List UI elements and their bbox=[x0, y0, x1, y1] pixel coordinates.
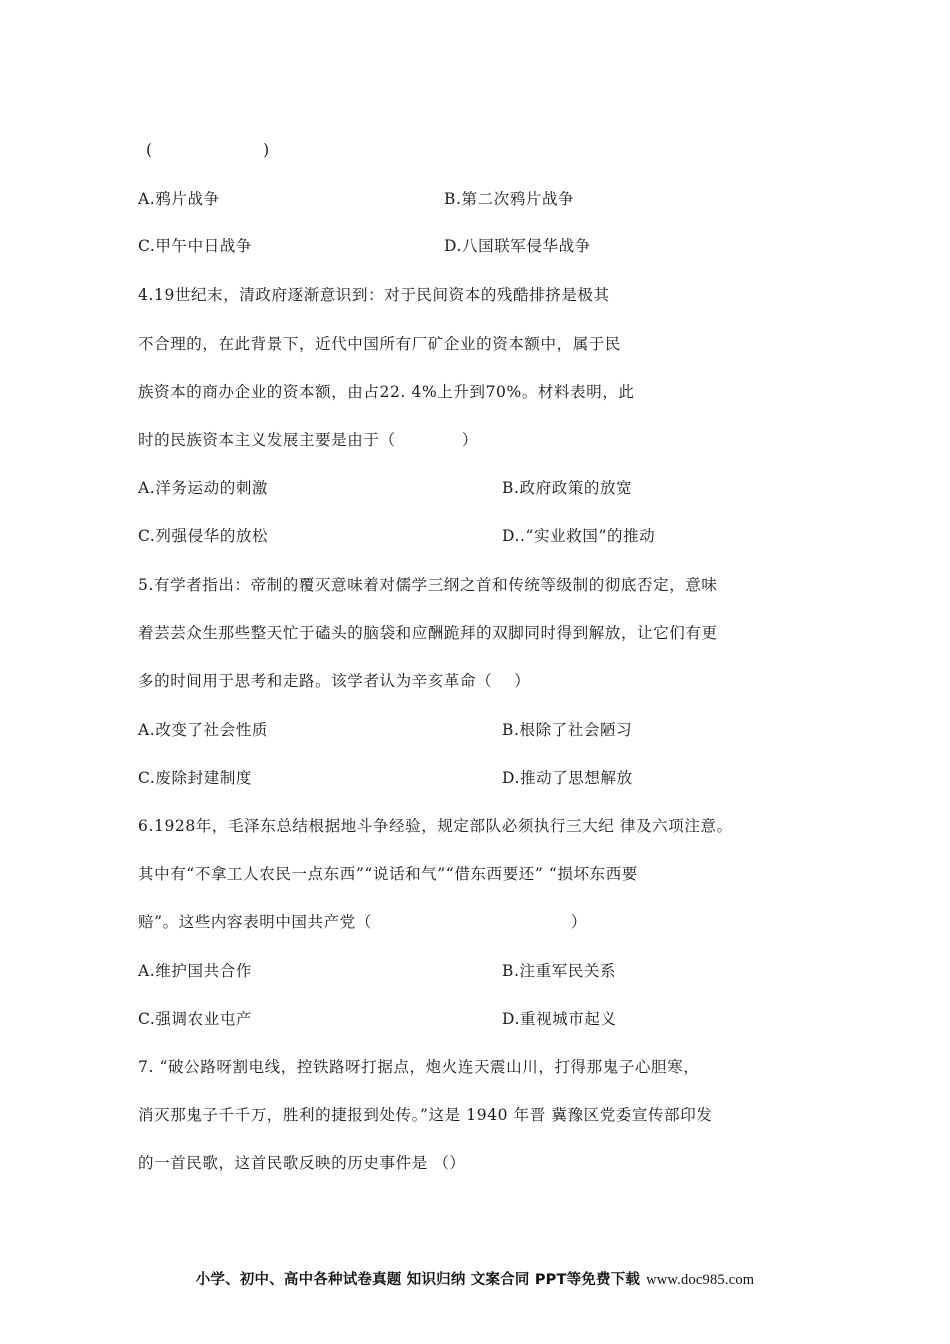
q4-line-2: 不合理的，在此背景下，近代中国所有厂矿企业的资本额中，属于民 bbox=[138, 335, 622, 353]
q6-line-2: 其中有“不拿工人农民一点东西”“说话和气”“借东西要还” “损坏东西要 bbox=[138, 865, 638, 883]
q3-option-d: D.八国联军侵华战争 bbox=[444, 237, 591, 255]
q4-line-3: 族资本的商办企业的资本额，由占22. 4%上升到70%。材料表明，此 bbox=[138, 383, 635, 401]
q4-option-c: C.列强侵华的放松 bbox=[138, 527, 269, 545]
q6-line-1: 6.1928年，毛泽东总结根据地斗争经验，规定部队必须执行三大纪 律及六项注意。 bbox=[138, 817, 733, 835]
q6-option-b: B.注重军民关系 bbox=[502, 962, 617, 980]
q4-option-a: A.洋务运动的刺激 bbox=[138, 479, 269, 497]
q5-option-d: D.推动了思想解放 bbox=[502, 769, 633, 787]
q3-option-b: B.第二次鸦片战争 bbox=[444, 190, 575, 208]
q6-option-a: A.维护国共合作 bbox=[138, 962, 252, 980]
footer-url[interactable]: www.doc985.com bbox=[646, 1272, 755, 1288]
q3-option-a: A.鸦片战争 bbox=[138, 190, 220, 208]
q4-line-4: 时的民族资本主义发展主要是由于（ ） bbox=[138, 431, 479, 449]
q4-line-1: 4.19世纪末，清政府逐渐意识到：对于民间资本的残酷排挤是极其 bbox=[138, 286, 610, 304]
footer-text: 小学、初中、高中各种试卷真题 知识归纳 文案合同 PPT等免费下载 bbox=[195, 1272, 641, 1288]
q3-option-c: C.甲午中日战争 bbox=[138, 237, 253, 255]
q7-line-2: 消灭那鬼子千千万，胜利的捷报到处传。”这是 1940 年晋 冀豫区党委宣传部印发 bbox=[138, 1106, 713, 1124]
q5-line-1: 5.有学者指出：帝制的覆灭意味着对儒学三纲之首和传统等级制的彻底否定，意味 bbox=[138, 576, 718, 594]
q5-option-b: B.根除了社会陋习 bbox=[502, 721, 633, 739]
footer bbox=[0, 1268, 950, 1289]
q5-option-a: A.改变了社会性质 bbox=[138, 721, 269, 739]
q3-blank: ( ) bbox=[146, 141, 270, 159]
q6-option-d: D.重视城市起义 bbox=[502, 1010, 617, 1028]
q4-option-d: D..“实业救国”的推动 bbox=[502, 527, 656, 545]
q6-line-3: 赔”。这些内容表明中国共产党（ ） bbox=[138, 913, 587, 931]
q7-line-1: 7. “破公路呀割电线，控铁路呀打据点，炮火连天震山川，打得那鬼子心胆寒， bbox=[138, 1058, 700, 1076]
q5-option-c: C.废除封建制度 bbox=[138, 769, 253, 787]
q5-line-3: 多的时间用于思考和走路。该学者认为辛亥革命（ ） bbox=[138, 672, 531, 690]
q6-option-c: C.强调农业屯产 bbox=[138, 1010, 253, 1028]
q4-option-b: B.政府政策的放宽 bbox=[502, 479, 633, 497]
q7-line-3: 的一首民歌，这首民歌反映的历史事件是 （） bbox=[138, 1154, 466, 1172]
q5-line-2: 着芸芸众生那些整天忙于磕头的脑袋和应酬跪拜的双脚同时得到解放，让它们有更 bbox=[138, 624, 718, 642]
